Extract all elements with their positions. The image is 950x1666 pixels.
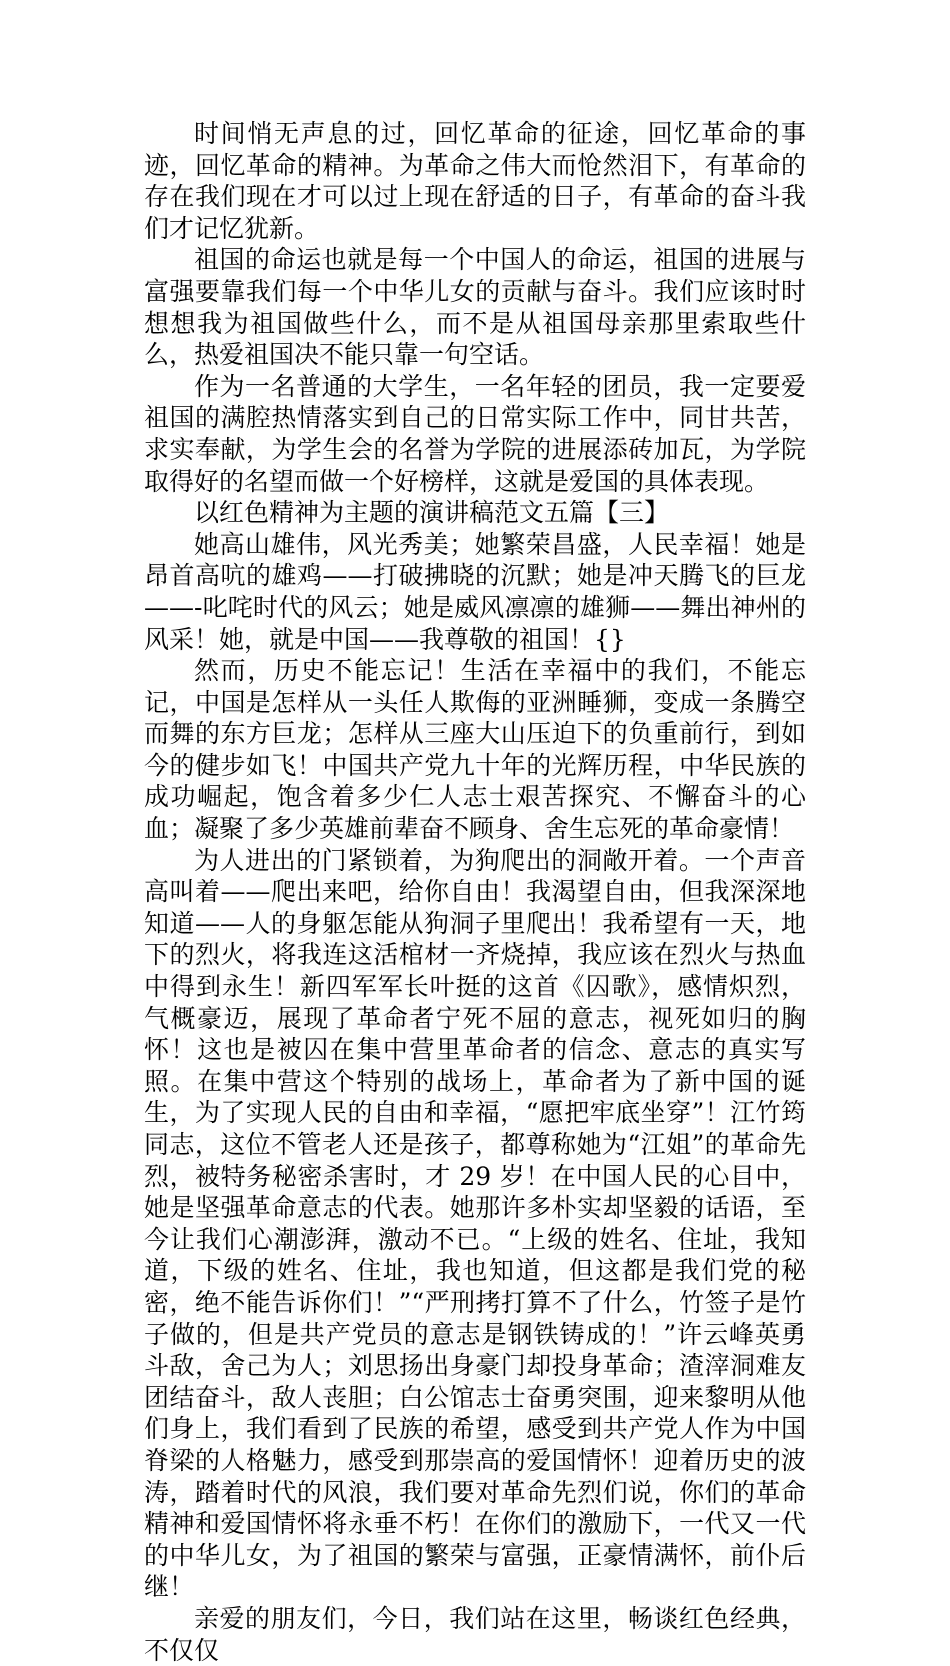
paragraph-history: 然而，历史不能忘记！生活在幸福中的我们，不能忘记，中国是怎样从一头任人欺侮的亚洲睡狮，变成一条腾空而舞的东方巨龙；怎样从三座大山压迫下的负重前行，到如今的健步如飞！中国共产党九十年的光辉历程，中华民族的成功崛起，饱含着多少仁人志士艰苦探究、不懈奋斗的心血；凝聚了多少英雄前辈奋不顾身、舍生忘死的革命豪情！ [144,656,806,844]
paragraph-student-duty: 作为一名普通的大学生，一名年轻的团员，我一定要爱祖国的满腔热情落实到自己的日常实际工作中，同甘共苦，求实奉献，为学生会的名誉为学院的进展添砖加瓦，为学院取得好的名望而做一个好榜样，这就是爱国的具体表现。 [144,371,806,496]
section-heading: 以红色精神为主题的演讲稿范文五篇【三】 [194,498,670,528]
paragraph-motherland-destiny: 祖国的命运也就是每一个中国人的命运，祖国的进展与富强要靠我们每一个中华儿女的贡献与奋斗。我们应该时时想想我为祖国做些什么，而不是从祖国母亲那里索取些什么，热爱祖国决不能只靠一句空话。 [144,245,806,370]
document-page [144,118,806,1666]
paragraph-praise-motherland: 她高山雄伟，风光秀美；她繁荣昌盛，人民幸福！她是昂首高吭的雄鸡——打破拂晓的沉默；她是冲天腾飞的巨龙——-叱咤时代的风云；她是威风凛凛的雄狮——舞出神州的风采！她，就是中国——我尊敬的祖国！{} [144,529,806,654]
paragraph-prison-song: 为人进出的门紧锁着，为狗爬出的洞敞开着。一个声音高叫着——爬出来吧，给你自由！我渴望自由，但我深深地知道——人的身躯怎能从狗洞子里爬出！我希望有一天，地下的烈火，将我连这活棺材一齐烧掉，我应该在烈火与热血中得到永生！新四军军长叶挺的这首《囚歌》，感情炽烈，气概豪迈，展现了革命者宁死不屈的意志，视死如归的胸怀！这也是被囚在集中营里革命者的信念、意志的真实写照。在集中营这个特别的战场上，革命者为了新中国的诞生，为了实现人民的自由和幸福，“愿把牢底坐穿”！江竹筠同志，这位不管老人还是孩子，都尊称她为“江姐”的革命先烈，被特务秘密杀害时，才 29 岁！在中国人民的心目中，她是坚强革命意志的代表。她那许多朴实却坚毅的话语，至今让我们心潮澎湃，激动不已。“上级的姓名、住址，我知道，下级的姓名、住址，我也知道，但这都是我们党的秘密，绝不能告诉你们！”“严刑拷打算不了什么，竹签子是竹子做的，但是共产党员的意志是钢铁铸成的！”许云峰英勇斗敌，舍己为人；刘思扬出身豪门却投身革命；渣滓洞难友团结奋斗，敌人丧胆；白公馆志士奋勇突围，迎来黎明从他们身上，我们看到了民族的希望，感受到共产党人作为中国脊梁的人格魅力，感受到那崇高的爱国情怀！迎着历史的波涛，踏着时代的风浪，我们要对革命先烈们说，你们的革命精神和爱国情怀将永垂不朽！在你们的激励下，一代又一代的中华儿女，为了祖国的繁荣与富强，正豪情满怀，前仆后继！ [144,845,806,1602]
paragraph-reflection: 时间悄无声息的过，回忆革命的征途，回忆革命的事迹，回忆革命的精神。为革命之伟大而怆然泪下，有革命的存在我们现在才可以过上现在舒适的日子，有革命的奋斗我们才记忆犹新。 [144,119,806,243]
paragraph-dear-friends: 亲爱的朋友们，今日，我们站在这里，畅谈红色经典，不仅仅 [144,1603,806,1665]
